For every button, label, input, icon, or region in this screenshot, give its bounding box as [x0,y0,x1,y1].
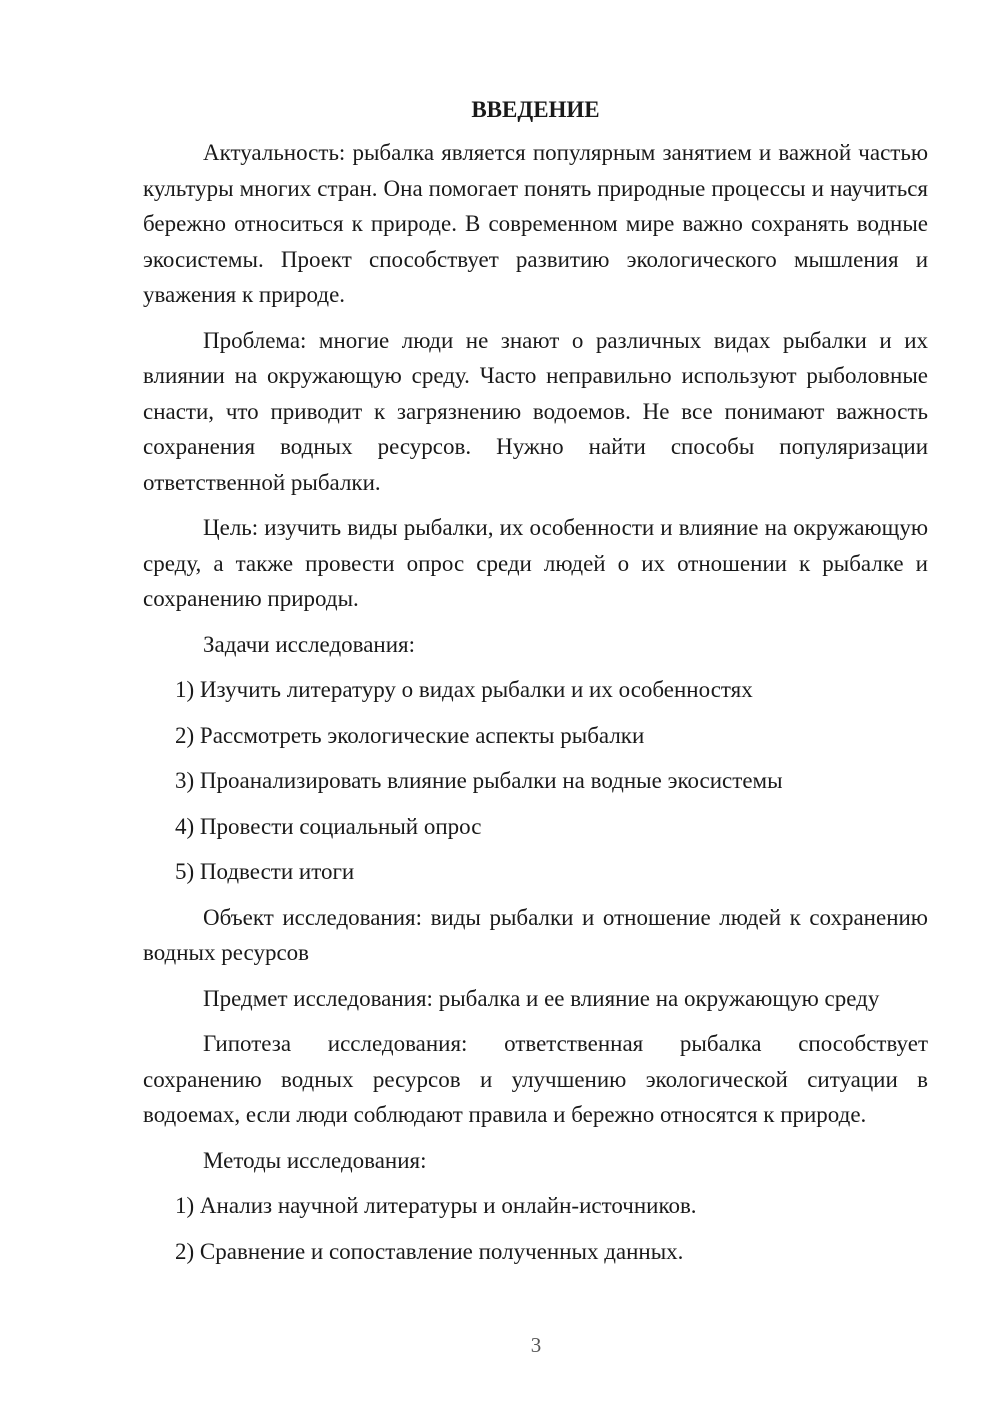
task-item: 2) Рассмотреть экологические аспекты рыбалки [175,722,645,748]
problem-paragraph: Проблема: многие люди не знают о различных видах рыбалки и их влиянии на окружающую среду. Часто неправильно используют рыболовные снасти, что приводит к загрязнению водоемов. Не все понимают важность сохранения водных ресурсов. Нужно найти способы популяризации ответственной рыбалки. [143,327,928,495]
page-title: ВВЕДЕНИЕ [471,97,600,122]
task-item: 3) Проанализировать влияние рыбалки на водные экосистемы [175,768,783,793]
object-paragraph: Объект исследования: виды рыбалки и отношение людей к сохранению водных ресурсов [143,904,928,965]
goal-paragraph: Цель: изучить виды рыбалки, их особенности и влияние на окружающую среду, а также провести опрос среди людей о их отношении к рыбалке и сохранению природы. [143,515,928,611]
relevance-paragraph: Актуальность: рыбалка является популярным занятием и важной частью культуры многих стран. Она помогает понять природные процессы и научиться бережно относиться к природе. В современном мире важно сохранять водные экосистемы. Проект способствует развитию экологического мышления и уважения к природе. [143,140,928,307]
task-item: 4) Провести социальный опрос [175,813,482,839]
document-page [143,92,928,1279]
tasks-label: Задачи исследования: [203,631,416,657]
task-item: 1) Изучить литературу о видах рыбалки и их особенностях [175,677,753,702]
methods-list [143,1188,928,1269]
subject-paragraph: Предмет исследования: рыбалка и ее влияние на окружающую среду [203,985,880,1011]
tasks-list [143,672,928,890]
method-item: 2) Сравнение и сопоставление полученных данных. [175,1238,684,1264]
method-item: 1) Анализ научной литературы и онлайн-источников. [175,1193,697,1218]
task-item: 5) Подвести итоги [175,859,355,884]
hypothesis-paragraph: Гипотеза исследования: ответственная рыбалка способствует сохранению водных ресурсов и улучшению экологической ситуации в водоемах, если люди соблюдают правила и бережно относятся к природе. [143,1031,928,1127]
methods-label: Методы исследования: [203,1147,427,1173]
page-number: 3 [530,1333,542,1357]
